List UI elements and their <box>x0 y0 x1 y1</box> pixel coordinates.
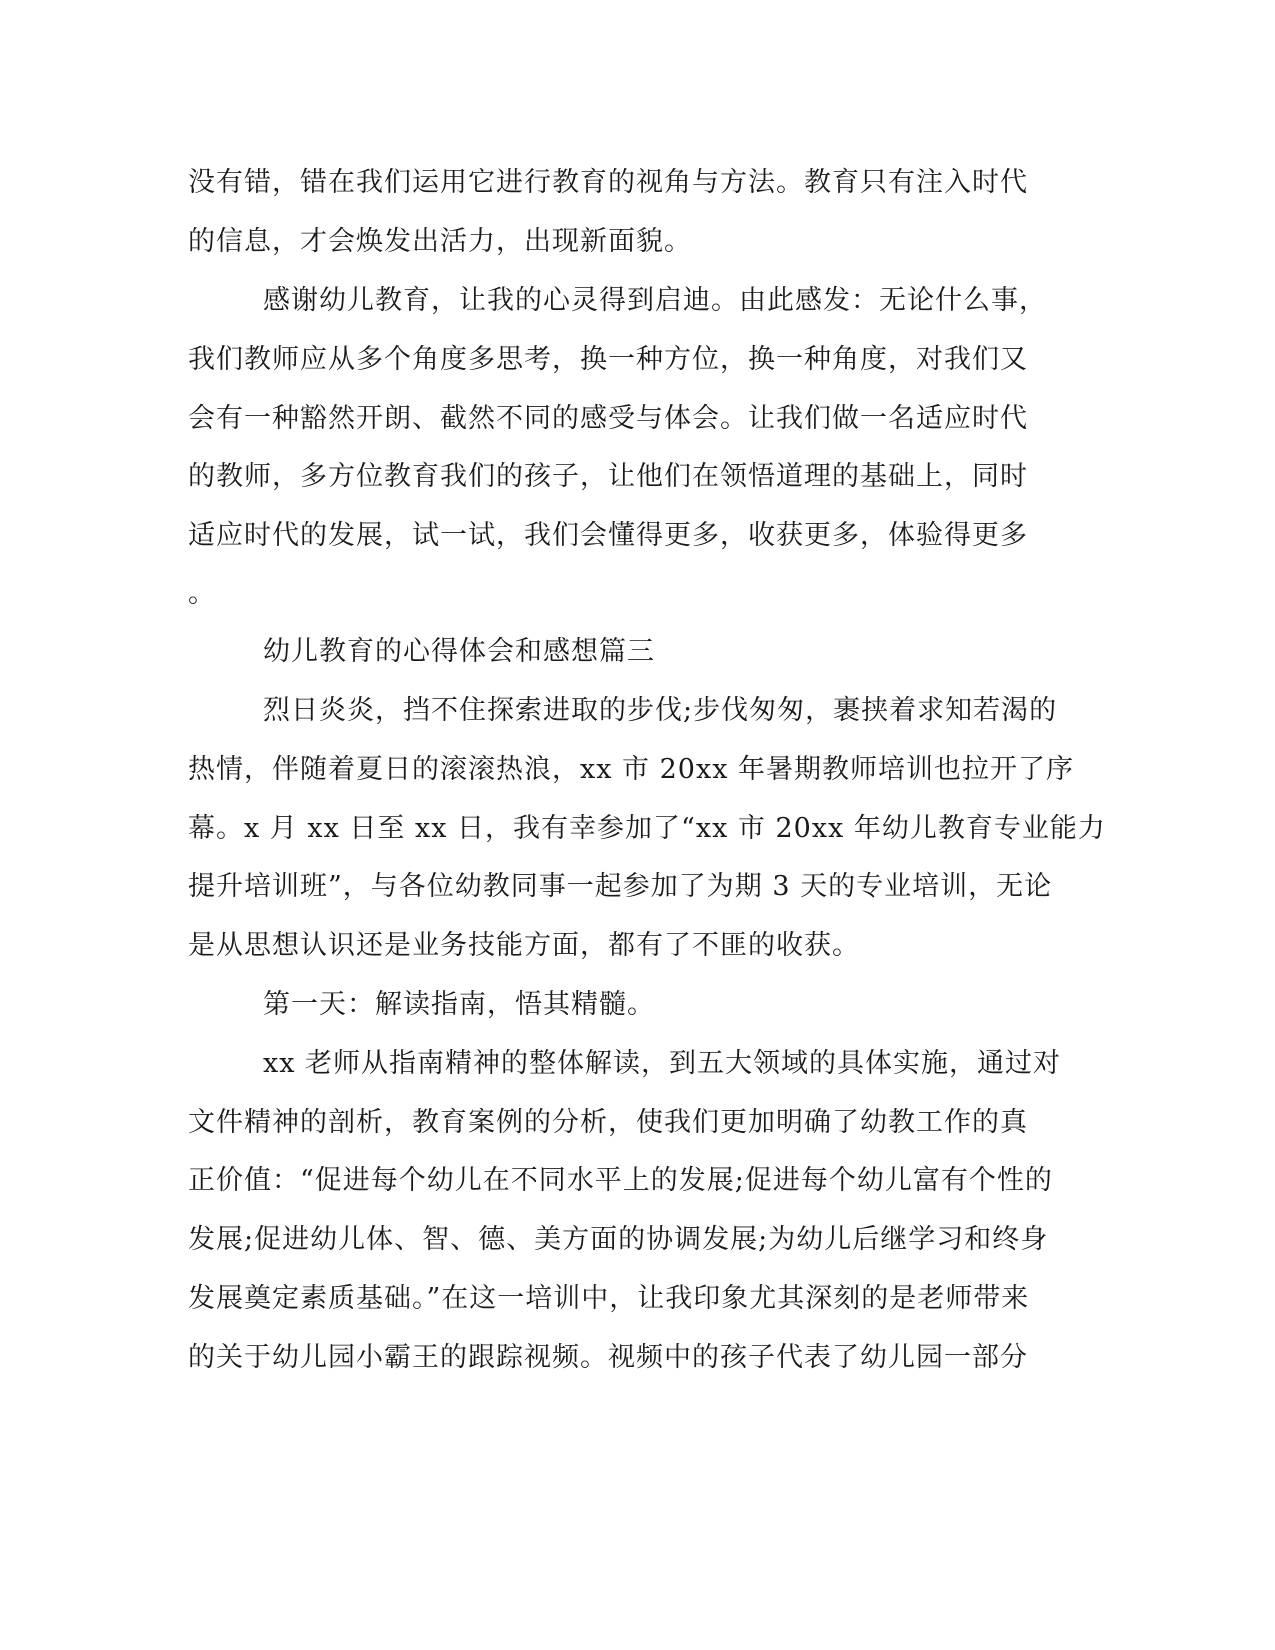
text-line: 没有错，错在我们运用它进行教育的视角与方法。教育只有注入时代 <box>188 167 1028 198</box>
text-line: 是从思想认识还是业务技能方面，都有了不匪的收获。 <box>188 930 860 961</box>
paragraph-start-line: 感谢幼儿教育，让我的心灵得到启迪。由此感发：无论什么事， <box>263 285 1047 316</box>
paragraph-start-line: xx 老师从指南精神的整体解读，到五大领域的具体实施，通过对 <box>263 1048 1062 1079</box>
text-line: 。 <box>188 578 216 609</box>
text-line: 正价值：“促进每个幼儿在不同水平上的发展;促进每个幼儿富有个性的 <box>188 1165 1053 1196</box>
text-line: 热情，伴随着夏日的滚滚热浪，xx 市 20xx 年暑期教师培训也拉开了序 <box>188 754 1075 785</box>
text-line: 提升培训班”，与各位幼教同事一起参加了为期 3 天的专业培训，无论 <box>188 871 1053 902</box>
subheading-line: 第一天：解读指南，悟其精髓。 <box>263 989 655 1020</box>
section-heading: 幼儿教育的心得体会和感想篇三 <box>263 636 655 667</box>
text-line: 文件精神的剖析，教育案例的分析，使我们更加明确了幼教工作的真 <box>188 1107 1028 1138</box>
text-line: 幕。x 月 xx 日至 xx 日，我有幸参加了“xx 市 20xx 年幼儿教育专业能力 <box>188 813 1106 844</box>
text-line: 的教师，多方位教育我们的孩子，让他们在领悟道理的基础上，同时 <box>188 461 1028 492</box>
paragraph-start-line: 烈日炎炎，挡不住探索进取的步伐;步伐匆匆，裹挟着求知若渴的 <box>263 695 1058 726</box>
text-line: 会有一种豁然开朗、截然不同的感受与体会。让我们做一名适应时代 <box>188 403 1028 434</box>
text-line: 我们教师应从多个角度多思考，换一种方位，换一种角度，对我们又 <box>188 344 1028 375</box>
text-line: 的关于幼儿园小霸王的跟踪视频。视频中的孩子代表了幼儿园一部分 <box>188 1342 1028 1373</box>
text-line: 发展奠定素质基础。”在这一培训中，让我印象尤其深刻的是老师带来 <box>188 1283 1030 1314</box>
text-line: 发展;促进幼儿体、智、德、美方面的协调发展;为幼儿后继学习和终身 <box>188 1224 1049 1255</box>
text-line: 适应时代的发展，试一试，我们会懂得更多，收获更多，体验得更多 <box>188 520 1028 551</box>
text-line: 的信息，才会焕发出活力，出现新面貌。 <box>188 226 692 257</box>
